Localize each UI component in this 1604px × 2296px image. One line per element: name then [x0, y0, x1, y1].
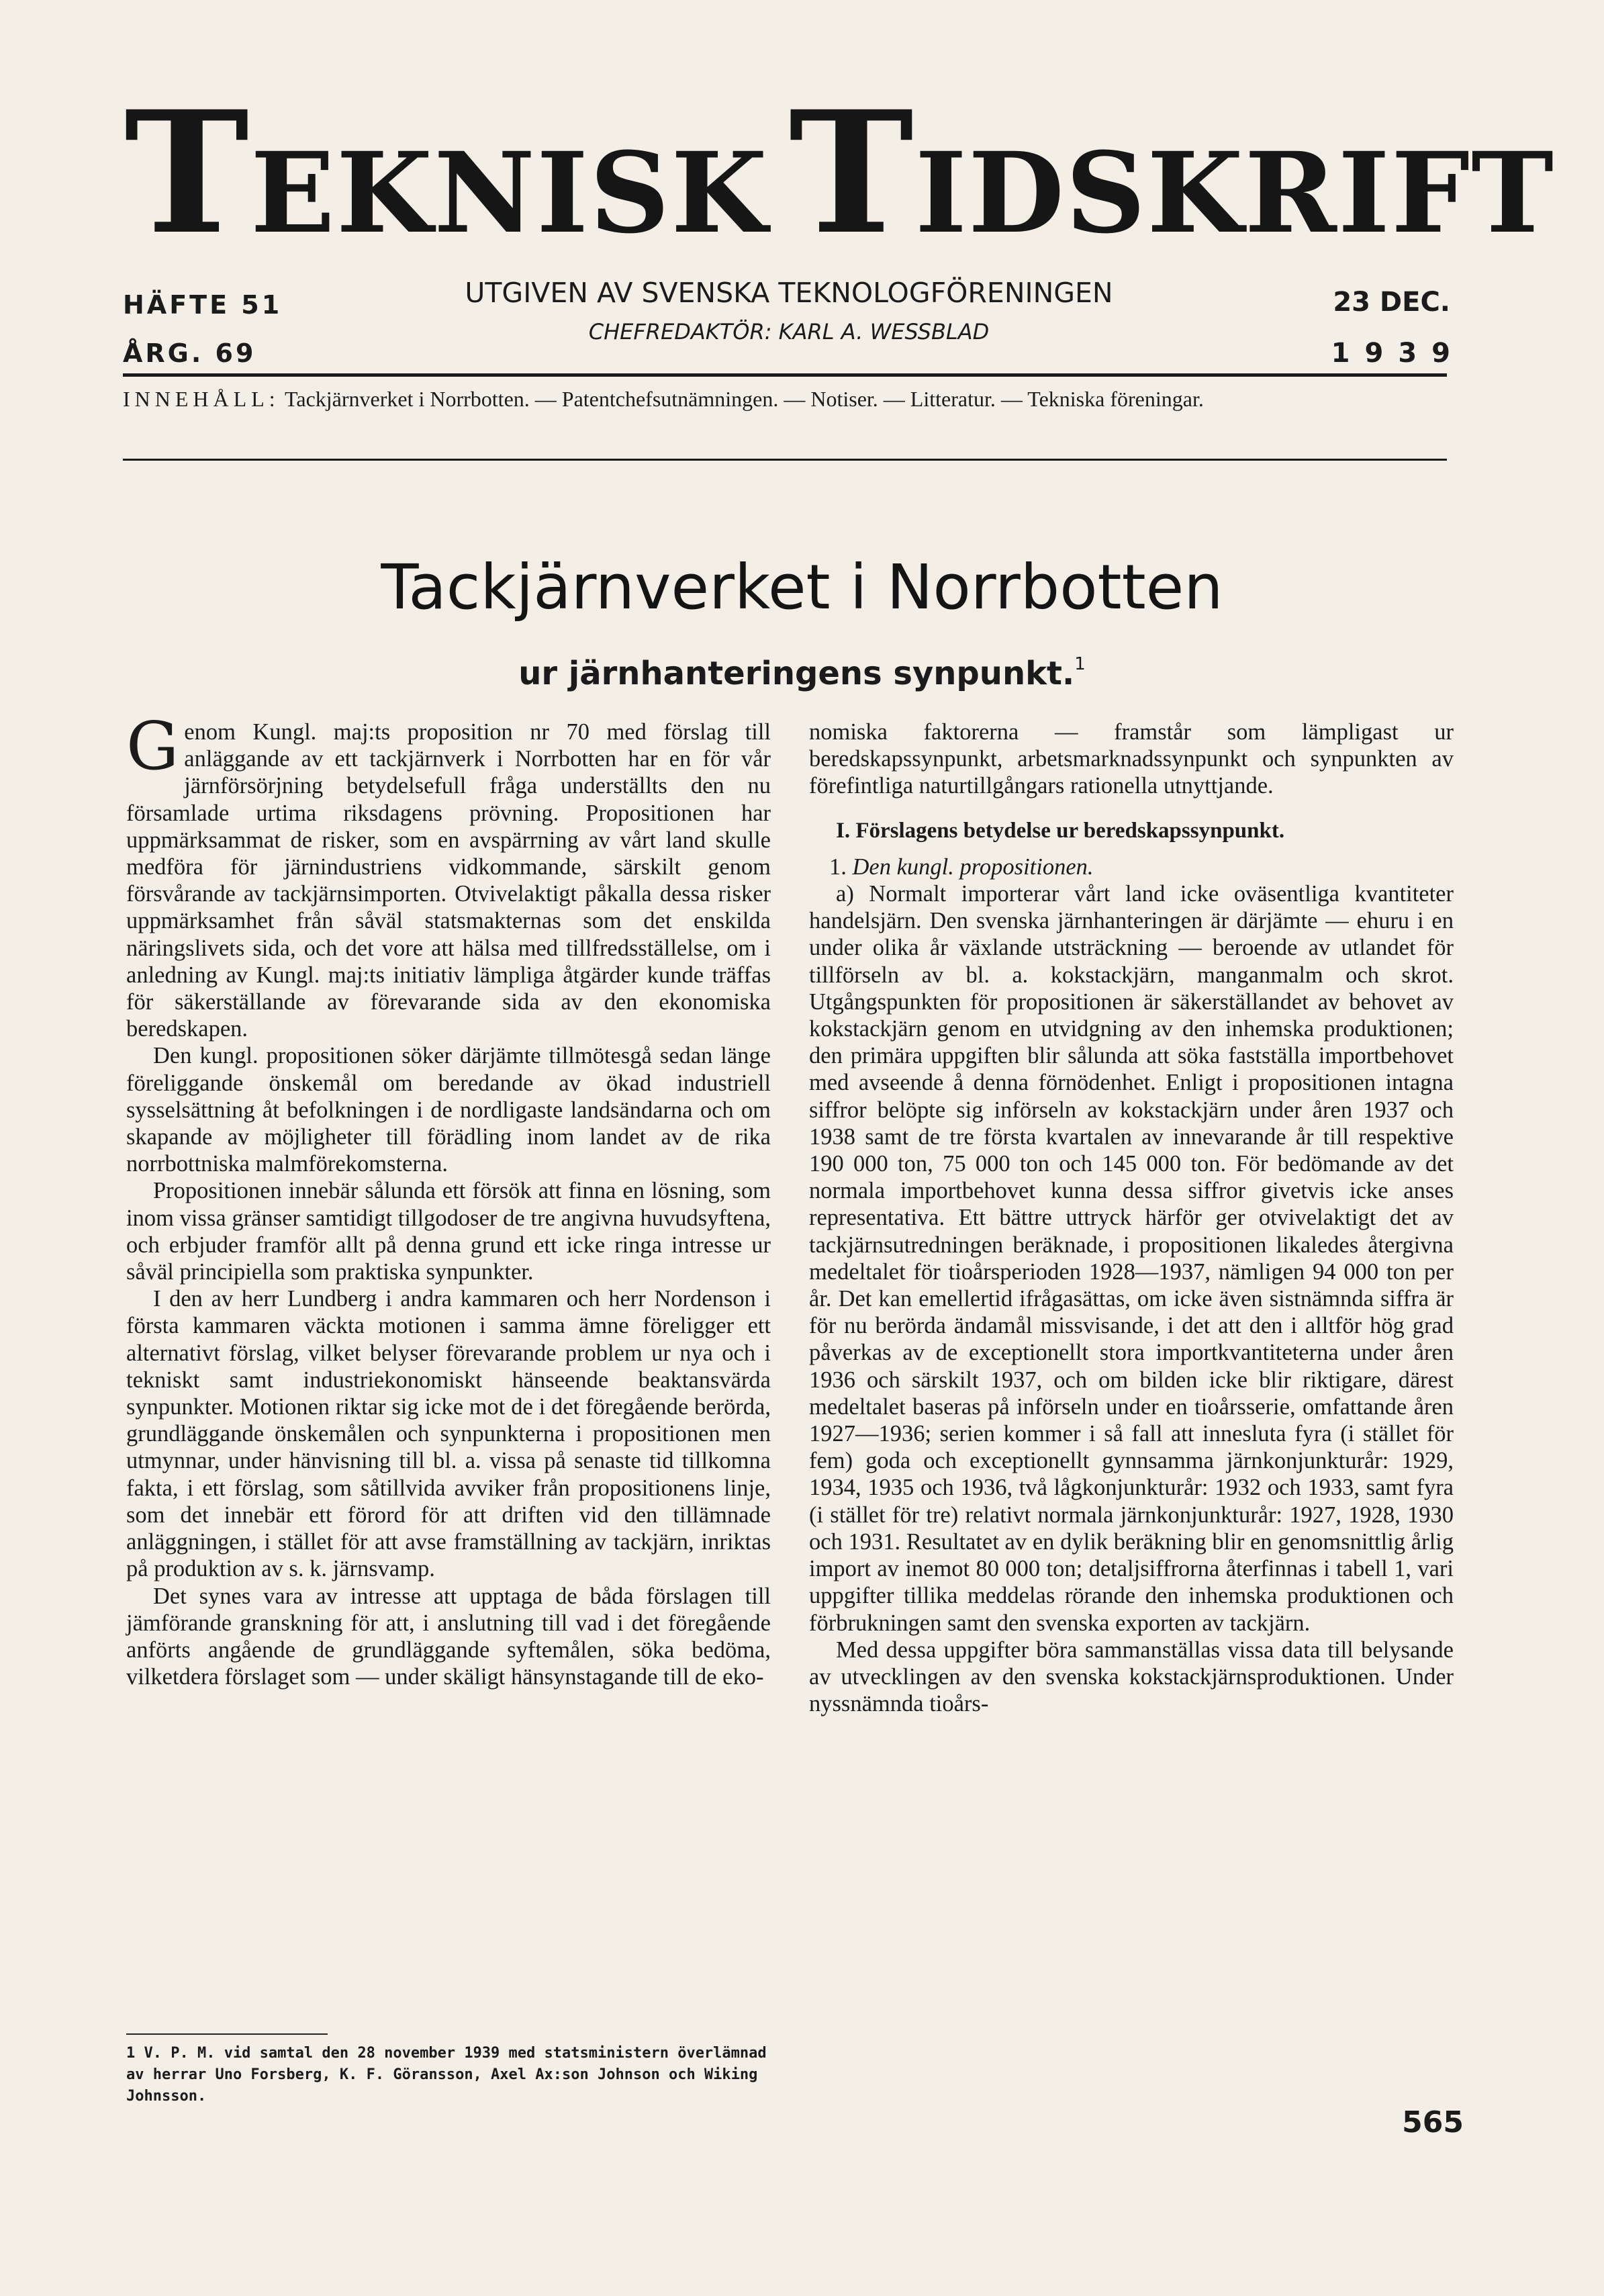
issue-day: 23 DEC.: [1333, 287, 1450, 318]
issue-year: 1939: [1331, 338, 1465, 369]
table-of-contents: [123, 383, 1447, 415]
contents-text: Tackjärnverket i Norrbotten. — Patentchefsutnämningen. — Notiser. — Litteratur. — Tekniska föreningar.: [285, 387, 1204, 411]
paragraph: Den kungl. propositionen söker därjämte tillmötesgå sedan länge föreliggande önskemål om beredande av ökad industriell sysselsättning åt befolkningen i de nordligaste landsändarna och om skapande av möjligheter till förädling inom landet av de rika norrbottniska malmförekomsterna.: [126, 1043, 771, 1177]
right-column: [809, 719, 1454, 1717]
paragraph: Propositionen innebär sålunda ett försök att finna en lösning, som inom vissa gränser samtidigt tillgodoser de tre angivna huvudsyftena, och erbjuder framför allt på denna grund ett icke ringa intresse ur såväl principiella som praktiska synpunkter.: [126, 1178, 771, 1285]
drop-cap: G: [126, 708, 179, 785]
masthead-word-2: IDSKRIFT: [914, 128, 1555, 258]
header-rule: [123, 373, 1447, 377]
footnote: 1 V. P. M. vid samtal den 28 november 1939 med statsministern överlämnad av herrar Uno Forsberg, K. F. Göransson, Axel Ax:son Johnson och Wiking Johnsson.: [126, 2045, 767, 2105]
left-column: [126, 708, 771, 1690]
issue-date: [1289, 277, 1465, 379]
publisher-info: [423, 274, 1155, 352]
page-number: 565: [1402, 2105, 1464, 2140]
issue-number: HÄFTE 51: [123, 290, 283, 320]
footnote-marker: 1: [1074, 654, 1086, 674]
paragraph: a) Normalt importerar vårt land icke oväsentliga kvantiteter handelsjärn. Den svenska järnhanteringen är därjämte — ehuru i en under olika år växlande utsträckning — beroende av utlandet för tillförseln av bl. a. kokstackjärn, manganmalm och skrot. Utgångspunkten för propositionen är säkerställandet av behovet av kokstackjärn genom en utvidgning av den inhemska produktionen; den primära uppgiften blir sålunda att söka fastställa importbehovet med avseende å denna förnödenhet. Enligt i propositionen intagna siffror belöpte sig införseln av kokstackjärn under åren 1937 och 1938 samt de tre första kvartalen av innevarande år till respektive 190 000 ton, 75 000 ton och 145 000 ton. För bedömande av det normala importbehovet kunna dessa siffror givetvis icke anses representativa. Ett bättre uttryck härför ger otvivelaktigt det av tackjärnsutredningen beräknade, i propositionen likaledes återgivna medeltalet för tioårsperioden 1928—1937, nämligen 94 000 ton per år. Det kan emellertid ifrågasättas, om icke även sistnämnda siffra är för nu berörda ändamål missvisande, i det att den i alltför hög grad påverkas av de exceptionellt stora importkvantiteterna under åren 1936 och särskilt 1937, och om bilden icke blir riktigare, därest medeltalet baseras på införseln under en tioårsserie, omfattande åren 1927—1936; serien kommer i så fall att innesluta fyra (i stället för fem) goda och exceptionellt gynnsamma järnkonjunkturår: 1929, 1934, 1935 och 1936, två lågkonjunkturår: 1932 och 1933, samt fyra (i stället för tre) relativt normala järnkonjunkturår: 1927, 1928, 1930 och 1931. Resultatet av en dylik beräkning blir en genomsnittlig årlig import av inemot 80 000 ton; detaljsiffrorna återfinnas i tabell 1, vari uppgifter tillika meddelas rörande den inhemska produktionen och förbrukningen samt den svenska exporten av tackjärn.: [809, 881, 1454, 1636]
contents-rule: [123, 459, 1447, 461]
masthead-initial-1: T: [124, 74, 251, 271]
article-title: Tackjärnverket i Norrbotten: [381, 551, 1223, 623]
publisher: UTGIVEN AV SVENSKA TEKNOLOGFÖRENINGEN: [465, 277, 1113, 309]
paragraph: nomiska faktorerna — framstår som lämpligast ur beredskapssynpunkt, arbetsmarknadssynpunkt och synpunkten av förefintliga naturtillgångars rationella utnyttjande.: [809, 719, 1454, 799]
contents-label: INNEHÅLL:: [123, 387, 280, 411]
issue-info: [123, 281, 282, 377]
paragraph: Med dessa uppgifter böra sammanställas vissa data till belysande av utvecklingen av den svenska kokstackjärnsproduktionen. Under nyssnämnda tioårs-: [809, 1637, 1454, 1717]
paragraph: I den av herr Lundberg i andra kammaren och herr Nordenson i första kammaren väckta motionen i samma ämne föreligger ett alternativt förslag, vilket belyser förevarande problem ur nya och i tekniskt samt industriekonomiskt hänseende beaktansvärda synpunkter. Motionen riktar sig icke mot de i det föregående berörda, grundläggande önskemålen och synpunkterna i propositionen men utmynnar, under hänvisning till bl. a. vissa på senaste tid tillkomna fakta, i ett förslag, som såtillvida avviker från propositionens linje, som det innebär ett förord för att driften vid den tillämnade anläggningen, i stället för att avse framställning av tackjärn, inriktas på produktion av s. k. järnsvamp.: [126, 1286, 771, 1582]
volume-number: ÅRG. 69: [123, 338, 256, 368]
subtitle-text: ur järnhanteringens synpunkt.: [518, 655, 1075, 692]
editor: CHEFREDAKTÖR: KARL A. WESSBLAD: [588, 319, 990, 345]
article-subtitle: [0, 643, 1604, 695]
masthead-initial-2: T: [788, 74, 915, 271]
paragraph: Det synes vara av intresse att upptaga de båda förslagen till jämförande granskning för att, i anslutning till vad i det föregående anförts angående de grundläggande syftemålen, söka bedöma, vilketdera förslaget som — under skäligt hänsynstagande till de eko-: [126, 1583, 771, 1690]
masthead-word-1: EKNISK: [250, 128, 769, 258]
masthead-title: [124, 74, 1555, 271]
footnote-rule: [126, 2033, 328, 2035]
subsection-heading: 1. Den kungl. propositionen.: [829, 854, 1094, 880]
section-heading: I. Förslagens betydelse ur beredskapssynpunkt.: [836, 818, 1285, 843]
paragraph: Genom Kungl. maj:ts proposition nr 70 med förslag till anläggande av ett tackjärnverk i Norrbotten har en för vår järnförsörjning betydelsefull fråga underställts den nu församlade urtima riksdagens prövning. Propositionen har uppmärksammat de risker, som en avspärrning av vårt land skulle medföra för järnindustriens vidkommande, särskilt genom försvårande av tackjärnsimporten. Otvivelaktigt påkalla dessa risker uppmärksamhet från såväl statsmakternas som det enskilda näringslivets sida, och det vore att hälsa med tillfredsställelse, om i anledning av Kungl. maj:ts initiativ lämpliga åtgärder kunde träffas för säkerställande av förevarande sida av den ekonomiska beredskapen.: [126, 708, 771, 1042]
